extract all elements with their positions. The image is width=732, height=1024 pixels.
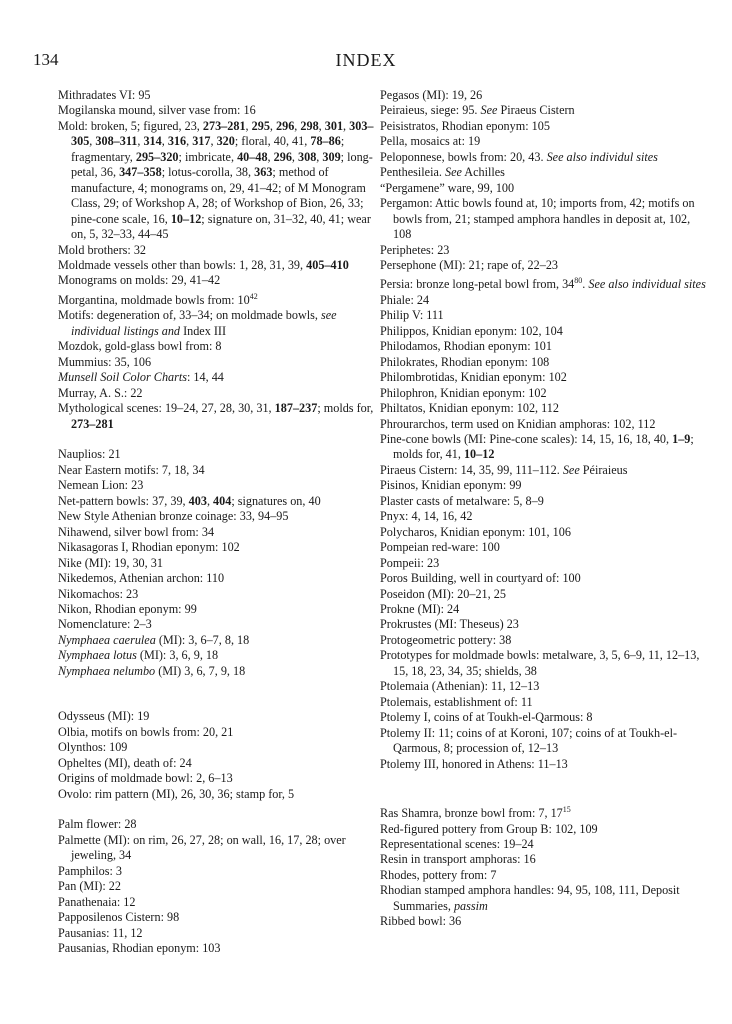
entry-text: , xyxy=(161,134,168,149)
entry-text: 40–48 xyxy=(237,149,268,164)
entry-text: Poseidon (MI): 20–21, 25 xyxy=(380,586,506,601)
index-entry xyxy=(380,432,708,463)
entry-text: Protogeometric pottery: 38 xyxy=(380,632,512,647)
entry-text: Ptolemy I, coins of at Toukh-el-Qarmous: 8 xyxy=(380,710,593,725)
entry-text: Panathenaia: 12 xyxy=(58,894,136,909)
entry-text: 314 xyxy=(143,134,162,149)
entry-text: Nymphaea caerulea xyxy=(58,632,156,647)
index-entry xyxy=(380,273,708,293)
entry-text: Pompeian red-ware: 100 xyxy=(380,540,500,555)
entry-text: Morgantina, moldmade bowls from: 10 xyxy=(58,292,250,307)
entry-text: Peiraieus, siege: 95. xyxy=(380,103,481,118)
entry-text: Ribbed bowl: 36 xyxy=(380,914,462,929)
index-entry xyxy=(58,787,380,802)
entry-text: Mythological scenes: 19–24, 27, 28, 30, 31, xyxy=(58,401,275,416)
index-entry xyxy=(380,463,708,478)
running-head: INDEX xyxy=(335,50,397,70)
index-entry xyxy=(380,150,708,165)
index-entry xyxy=(58,540,380,555)
entry-text: Peloponnese, bowls from: 20, 43. xyxy=(380,149,547,164)
index-entry xyxy=(58,602,380,617)
entry-text: Ptolemy III, honored in Athens: 11–13 xyxy=(380,756,568,771)
entry-text: Philip V: 111 xyxy=(380,308,444,323)
entry-text: Rhodian stamped amphora handles: 94, 95, 108, 111, Deposit Summaries, xyxy=(380,883,680,913)
index-entry xyxy=(380,571,708,586)
index-entry xyxy=(380,852,708,867)
entry-text: ; signature on, 31–32, 40, 41; wear on, 5, 32–33, 44–45 xyxy=(71,211,371,242)
index-entry xyxy=(380,165,708,180)
entry-text: Pausanias: 11, 12 xyxy=(58,925,143,940)
entry-text: Phrourarchos, term used on Knidian amphoras: 102, 112 xyxy=(380,416,656,431)
entry-text: , xyxy=(206,493,214,508)
entry-text: Pompeii: 23 xyxy=(380,555,440,570)
entry-text: Mogilanska mound, silver vase from: 16 xyxy=(58,103,256,118)
index-entry xyxy=(58,478,380,493)
entry-text: 308–311 xyxy=(95,134,138,149)
index-entry xyxy=(380,355,708,370)
index-entry xyxy=(58,864,380,879)
index-entry xyxy=(58,273,380,288)
entry-text: Pausanias, Rhodian eponym: 103 xyxy=(58,941,221,956)
index-column-right xyxy=(380,88,708,930)
entry-text: Nike (MI): 19, 30, 31 xyxy=(58,555,163,570)
entry-text: 10–12 xyxy=(463,447,495,462)
index-entry xyxy=(58,879,380,894)
entry-text: , xyxy=(186,134,193,149)
index-entry xyxy=(380,308,708,323)
index-entry xyxy=(380,617,708,632)
entry-text: 295–320 xyxy=(135,149,179,164)
entry-text: Ptolemy II: 11; coins of at Koroni, 107; coins of at Toukh-el-Qarmous, 8; procession of, 12–13 xyxy=(380,725,678,756)
entry-text: Mold: broken, 5; figured, 23, xyxy=(58,118,203,133)
index-entry xyxy=(380,648,708,679)
entry-text: : 14, 44 xyxy=(187,370,224,385)
entry-text: See xyxy=(562,462,580,477)
entry-text: Pnyx: 4, 14, 16, 42 xyxy=(380,509,473,524)
index-entry xyxy=(380,494,708,509)
entry-text: , xyxy=(291,149,298,164)
index-entry xyxy=(58,725,380,740)
entry-text: Ovolo: rim pattern (MI), 26, 30, 36; stamp for, 5 xyxy=(58,786,295,801)
entry-text: 403 xyxy=(188,493,207,508)
entry-text: ; molds for, xyxy=(317,401,374,416)
index-entry xyxy=(58,88,380,103)
entry-text: Piraeus Cistern: 14, 35, 99, 111–112. xyxy=(380,462,563,477)
index-entry xyxy=(380,679,708,694)
entry-text: 15 xyxy=(562,805,571,814)
index-entry xyxy=(380,103,708,118)
entry-text: Murray, A. S.: 22 xyxy=(58,385,143,400)
index-entry xyxy=(58,103,380,118)
entry-text: 405–410 xyxy=(306,257,349,272)
entry-text: Persephone (MI): 21; rape of, 22–23 xyxy=(380,257,559,272)
index-entry xyxy=(58,509,380,524)
index-entry xyxy=(58,648,380,663)
index-entry xyxy=(58,556,380,571)
entry-text: Nauplios: 21 xyxy=(58,447,121,462)
entry-text: Nemean Lion: 23 xyxy=(58,478,144,493)
entry-text: 187–237 xyxy=(274,401,318,416)
entry-text: Mithradates VI: 95 xyxy=(58,88,151,102)
entry-text: Piraeus Cistern xyxy=(497,103,575,118)
entry-text: ; method of manufacture, 4; monograms on, 29, 41–42; of M Monogram Class, 29; of Workshop A, 28; of Workshop of Bion, 26, 33; pine-cone scale, 16, xyxy=(71,165,366,226)
entry-text: Palmette (MI): on rim, 26, 27, 28; on wall, 16, 17, 28; over jeweling, 34 xyxy=(58,832,346,863)
index-entry xyxy=(58,740,380,755)
entry-text: Origins of moldmade bowl: 2, 6–13 xyxy=(58,771,233,786)
entry-text: Rhodes, pottery from: 7 xyxy=(380,867,497,882)
entry-text: Nihawend, silver bowl from: 34 xyxy=(58,524,215,539)
index-entry xyxy=(380,386,708,401)
entry-text: Papposilenos Cistern: 98 xyxy=(58,910,180,925)
entry-text: Persia: bronze long-petal bowl from, 34 xyxy=(380,277,575,292)
entry-text: 303–305 xyxy=(71,118,374,149)
entry-text: Ptolemaia (Athenian): 11, 12–13 xyxy=(380,679,540,694)
index-entry xyxy=(380,119,708,134)
page-number: 134 xyxy=(33,50,59,69)
entry-text: New Style Athenian bronze coinage: 33, 94–95 xyxy=(58,509,289,524)
index-entry xyxy=(58,941,380,956)
entry-text: Nomenclature: 2–3 xyxy=(58,617,152,632)
index-entry xyxy=(380,401,708,416)
entry-text: Philtatos, Knidian eponym: 102, 112 xyxy=(380,401,559,416)
entry-text: , xyxy=(137,134,144,149)
entry-text: Monograms on molds: 29, 41–42 xyxy=(58,273,221,288)
index-entry xyxy=(380,837,708,852)
index-entry xyxy=(380,324,708,339)
index-entry xyxy=(58,633,380,648)
entry-text: Philippos, Knidian eponym: 102, 104 xyxy=(380,323,563,338)
entry-text: Péiraieus xyxy=(579,462,628,477)
entry-text: , xyxy=(210,134,217,149)
entry-text: Pergamon: Attic bowls found at, 10; imports from, 42; motifs on bowls from, 21; stamped amphora handles in deposit at, 102, 108 xyxy=(380,196,695,242)
entry-text: 42 xyxy=(249,291,258,301)
index-entry xyxy=(380,726,708,757)
index-entry xyxy=(380,181,708,196)
entry-text: Polycharos, Knidian eponym: 101, 106 xyxy=(380,524,571,539)
index-entry xyxy=(380,914,708,929)
entry-text: Plaster casts of metalware: 5, 8–9 xyxy=(380,493,544,508)
index-entry xyxy=(58,617,380,632)
index-entry xyxy=(58,289,380,309)
entry-text: ; lotus-corolla, 38, xyxy=(161,165,255,180)
index-entry xyxy=(380,293,708,308)
entry-text: Near Eastern motifs: 7, 18, 34 xyxy=(58,462,205,477)
entry-text: Nikomachos: 23 xyxy=(58,586,139,601)
index-entry xyxy=(380,258,708,273)
entry-text: 273–281 xyxy=(202,118,246,133)
entry-text: ; floral, 40, 41, xyxy=(234,134,311,149)
index-entry xyxy=(380,710,708,725)
entry-text: Achilles xyxy=(461,165,505,180)
entry-text: 295 xyxy=(251,118,270,133)
index-entry xyxy=(58,463,380,478)
entry-text: Philodamos, Rhodian eponym: 101 xyxy=(380,339,552,354)
index-entry xyxy=(380,540,708,555)
entry-text: “Pergamene” ware, 99, 100 xyxy=(380,180,515,195)
index-entry xyxy=(58,910,380,925)
entry-text: Resin in transport amphoras: 16 xyxy=(380,852,536,867)
index-entry xyxy=(380,88,708,103)
entry-text: See also individual sites xyxy=(588,277,706,292)
entry-text: Peisistratos, Rhodian eponym: 105 xyxy=(380,118,550,133)
index-entry xyxy=(380,802,708,822)
entry-text: Nymphaea lotus xyxy=(58,648,137,663)
entry-text: Ptolemais, establishment of: 11 xyxy=(380,694,533,709)
entry-text: Pamphilos: 3 xyxy=(58,863,122,878)
entry-text: , xyxy=(294,118,301,133)
entry-text: Pella, mosaics at: 19 xyxy=(380,134,481,149)
entry-text: ; imbricate, xyxy=(178,149,238,164)
entry-text: Mummius: 35, 106 xyxy=(58,354,152,369)
entry-text: 320 xyxy=(216,134,235,149)
index-entry xyxy=(58,119,380,243)
entry-text: 363 xyxy=(254,165,273,180)
index-entry xyxy=(380,695,708,710)
index-entry xyxy=(380,757,708,772)
index-entry xyxy=(58,355,380,370)
entry-text: See xyxy=(480,103,498,118)
entry-text: ; fragmentary, xyxy=(71,134,345,164)
index-entry xyxy=(58,833,380,864)
entry-text: Palm flower: 28 xyxy=(58,817,137,832)
index-entry xyxy=(380,525,708,540)
index-entry xyxy=(380,478,708,493)
index-entry xyxy=(380,587,708,602)
entry-text: Moldmade vessels other than bowls: 1, 28, 31, 39, xyxy=(58,257,307,272)
index-entry xyxy=(58,709,380,724)
index-entry xyxy=(380,339,708,354)
index-entry xyxy=(58,771,380,786)
index-entry xyxy=(58,258,380,273)
entry-text: passim xyxy=(453,898,488,913)
index-entry xyxy=(380,556,708,571)
entry-text: Munsell Soil Color Charts xyxy=(58,370,187,385)
entry-text: Red-figured pottery from Group B: 102, 109 xyxy=(380,821,598,836)
entry-text: , xyxy=(318,118,325,133)
entry-text: 273–281 xyxy=(71,416,114,431)
index-entry xyxy=(58,587,380,602)
entry-text: Pisinos, Knidian eponym: 99 xyxy=(380,478,522,493)
entry-text: 78–86 xyxy=(310,134,341,149)
section-gap xyxy=(58,679,380,709)
index-entry xyxy=(58,308,380,339)
index-entry xyxy=(58,386,380,401)
entry-text: 347–358 xyxy=(119,165,162,180)
entry-text: Mozdok, gold-glass bowl from: 8 xyxy=(58,339,222,354)
entry-text: 1–9 xyxy=(672,432,691,447)
page-header xyxy=(0,50,732,74)
index-entry xyxy=(58,243,380,258)
entry-text: 404 xyxy=(213,493,232,508)
index-entry xyxy=(58,401,380,432)
entry-text: See xyxy=(444,165,462,180)
section-gap xyxy=(58,432,380,447)
entry-text: ; long-petal, 36, xyxy=(71,149,373,180)
index-entry xyxy=(58,494,380,509)
entry-text: (MI): 3, 6, 9, 18 xyxy=(136,648,219,663)
entry-text: Poros Building, well in courtyard of: 100 xyxy=(380,571,581,586)
entry-text: , xyxy=(316,149,323,164)
index-entry xyxy=(380,196,708,242)
index-entry xyxy=(58,926,380,941)
entry-text: see individual listings and xyxy=(71,308,337,338)
entry-text: 296 xyxy=(273,149,292,164)
index-entry xyxy=(58,664,380,679)
entry-text: , xyxy=(245,118,252,133)
entry-text: Index III xyxy=(180,323,227,338)
entry-text: Philophron, Knidian eponym: 102 xyxy=(380,385,547,400)
entry-text: Pan (MI): 22 xyxy=(58,879,121,894)
index-entry xyxy=(58,895,380,910)
index-entry xyxy=(380,417,708,432)
index-entry xyxy=(380,883,708,914)
entry-text: , xyxy=(343,118,350,133)
entry-text: (MI) 3, 6, 7, 9, 18 xyxy=(155,663,246,678)
entry-text: 316 xyxy=(167,134,187,149)
entry-text: Ras Shamra, bronze bowl from: 7, 17 xyxy=(380,806,563,821)
entry-text: Motifs: degeneration of, 33–34; on moldmade bowls, xyxy=(58,308,322,323)
entry-text: Philombrotidas, Knidian eponym: 102 xyxy=(380,370,567,385)
index-entry xyxy=(380,243,708,258)
entry-text: (MI): 3, 6–7, 8, 18 xyxy=(155,632,250,647)
section-gap xyxy=(380,772,708,802)
entry-text: 301 xyxy=(324,118,344,133)
index-entry xyxy=(58,447,380,462)
entry-text: Pine-cone bowls (MI: Pine-cone scales): 14, 15, 16, 18, 40, xyxy=(380,432,673,447)
entry-text: Nikon, Rhodian eponym: 99 xyxy=(58,602,197,616)
entry-text: 317 xyxy=(192,134,211,149)
entry-text: Olbia, motifs on bowls from: 20, 21 xyxy=(58,724,234,739)
index-entry xyxy=(58,571,380,586)
index-column-left xyxy=(58,88,380,957)
entry-text: Penthesileia. xyxy=(380,165,445,180)
entry-text: . xyxy=(582,277,589,292)
index-entry xyxy=(58,370,380,385)
entry-text: Net-pattern bowls: 37, 39, xyxy=(58,493,189,508)
index-entry xyxy=(380,822,708,837)
index-entry xyxy=(380,370,708,385)
entry-text: 308 xyxy=(298,149,317,164)
index-entry xyxy=(58,756,380,771)
entry-text: Opheltes (MI), death of: 24 xyxy=(58,755,192,770)
entry-text: ; signatures on, 40 xyxy=(231,493,321,508)
index-entry xyxy=(58,525,380,540)
index-entry xyxy=(380,134,708,149)
entry-text: 10–12 xyxy=(170,211,202,226)
entry-text: Representational scenes: 19–24 xyxy=(380,836,534,851)
entry-text: Olynthos: 109 xyxy=(58,740,128,755)
entry-text: , xyxy=(269,118,277,133)
entry-text: Prokrustes (MI: Theseus) 23 xyxy=(380,617,519,632)
entry-text: 298 xyxy=(300,118,319,133)
entry-text: Odysseus (MI): 19 xyxy=(58,709,150,724)
index-entry xyxy=(380,509,708,524)
entry-text: See also individul sites xyxy=(546,149,658,164)
index-entry xyxy=(58,817,380,832)
entry-text: , xyxy=(89,134,96,149)
entry-text: , xyxy=(267,149,274,164)
entry-text: Mold brothers: 32 xyxy=(58,242,147,257)
entry-text: Phiale: 24 xyxy=(380,292,430,307)
index-entry xyxy=(380,602,708,617)
entry-text: Prototypes for moldmade bowls: metalware, 3, 5, 6–9, 11, 12–13, 15, 18, 23, 34, 35; shields, 38 xyxy=(380,648,700,678)
entry-text: Pegasos (MI): 19, 26 xyxy=(380,88,483,102)
index-entry xyxy=(58,339,380,354)
entry-text: ; molds for, 41, xyxy=(393,432,694,462)
entry-text: Nymphaea nelumbo xyxy=(58,663,156,678)
entry-text: Philokrates, Rhodian eponym: 108 xyxy=(380,354,550,369)
entry-text: Prokne (MI): 24 xyxy=(380,602,460,617)
index-entry xyxy=(380,633,708,648)
entry-text: 80 xyxy=(574,276,583,286)
entry-text: 296 xyxy=(276,118,295,133)
entry-text: 309 xyxy=(322,149,341,164)
section-gap xyxy=(58,802,380,817)
index-entry xyxy=(380,868,708,883)
entry-text: Nikedemos, Athenian archon: 110 xyxy=(58,571,225,586)
entry-text: Periphetes: 23 xyxy=(380,242,450,257)
entry-text: Nikasagoras I, Rhodian eponym: 102 xyxy=(58,540,240,555)
